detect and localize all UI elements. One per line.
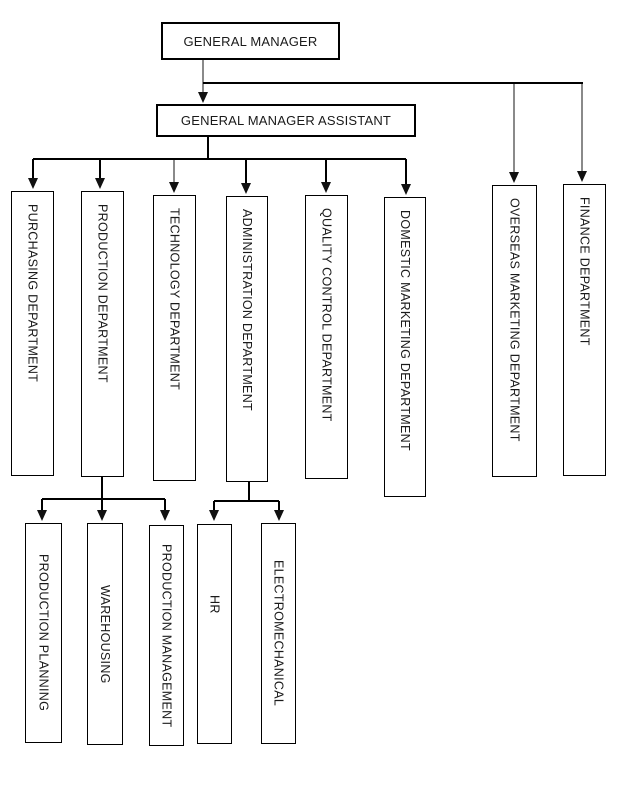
node-technology-department-label: TECHNOLOGY DEPARTMENT [167,208,182,391]
node-purchasing-department [11,191,54,476]
arrowhead-hr [209,510,219,521]
arrowhead-electromechanical [274,510,284,521]
node-technology-department [153,195,196,481]
node-production-planning-label: PRODUCTION PLANNING [36,554,51,712]
node-production-department-label: PRODUCTION DEPARTMENT [95,204,110,383]
node-general-manager-label: GENERAL MANAGER [183,33,318,49]
arrowhead-production-management [160,510,170,521]
node-production-department [81,191,124,477]
arrowhead-quality [321,182,331,193]
node-purchasing-department-label: PURCHASING DEPARTMENT [25,204,40,383]
arrowhead-gma [198,92,208,103]
node-administration-department [226,196,268,482]
arrowhead-finance [577,171,587,182]
node-production-management [149,525,184,746]
arrowhead-warehousing [97,510,107,521]
arrowhead-administration [241,183,251,194]
node-general-manager [161,22,340,60]
node-electromechanical [261,523,296,744]
node-overseas-marketing-department [492,185,537,477]
node-hr-label: HR [207,594,222,614]
node-domestic-marketing-department-label: DOMESTIC MARKETING DEPARTMENT [398,210,412,451]
node-finance-department [563,184,606,476]
node-administration-department-label: ADMINISTRATION DEPARTMENT [240,209,254,411]
node-general-manager-assistant [156,104,416,137]
node-overseas-marketing-department-label: OVERSEAS MARKETING DEPARTMENT [507,198,522,442]
node-production-management-label: PRODUCTION MANAGEMENT [159,543,174,728]
node-quality-control-department [305,195,348,479]
node-domestic-marketing-department [384,197,426,497]
node-electromechanical-label: ELECTROMECHANICAL [271,560,286,707]
node-finance-department-label: FINANCE DEPARTMENT [577,197,592,346]
node-production-planning [25,523,62,743]
arrowhead-overseas [509,172,519,183]
arrowhead-production-planning [37,510,47,521]
arrowhead-technology [169,182,179,193]
node-warehousing-label: WAREHOUSING [98,584,112,684]
arrowhead-purchasing [28,178,38,189]
node-warehousing [87,523,123,745]
arrowhead-production [95,178,105,189]
node-general-manager-assistant-label: GENERAL MANAGER ASSISTANT [180,113,392,128]
node-quality-control-department-label: QUALITY CONTROL DEPARTMENT [319,208,334,422]
node-hr [197,524,232,744]
arrowhead-domestic [401,184,411,195]
